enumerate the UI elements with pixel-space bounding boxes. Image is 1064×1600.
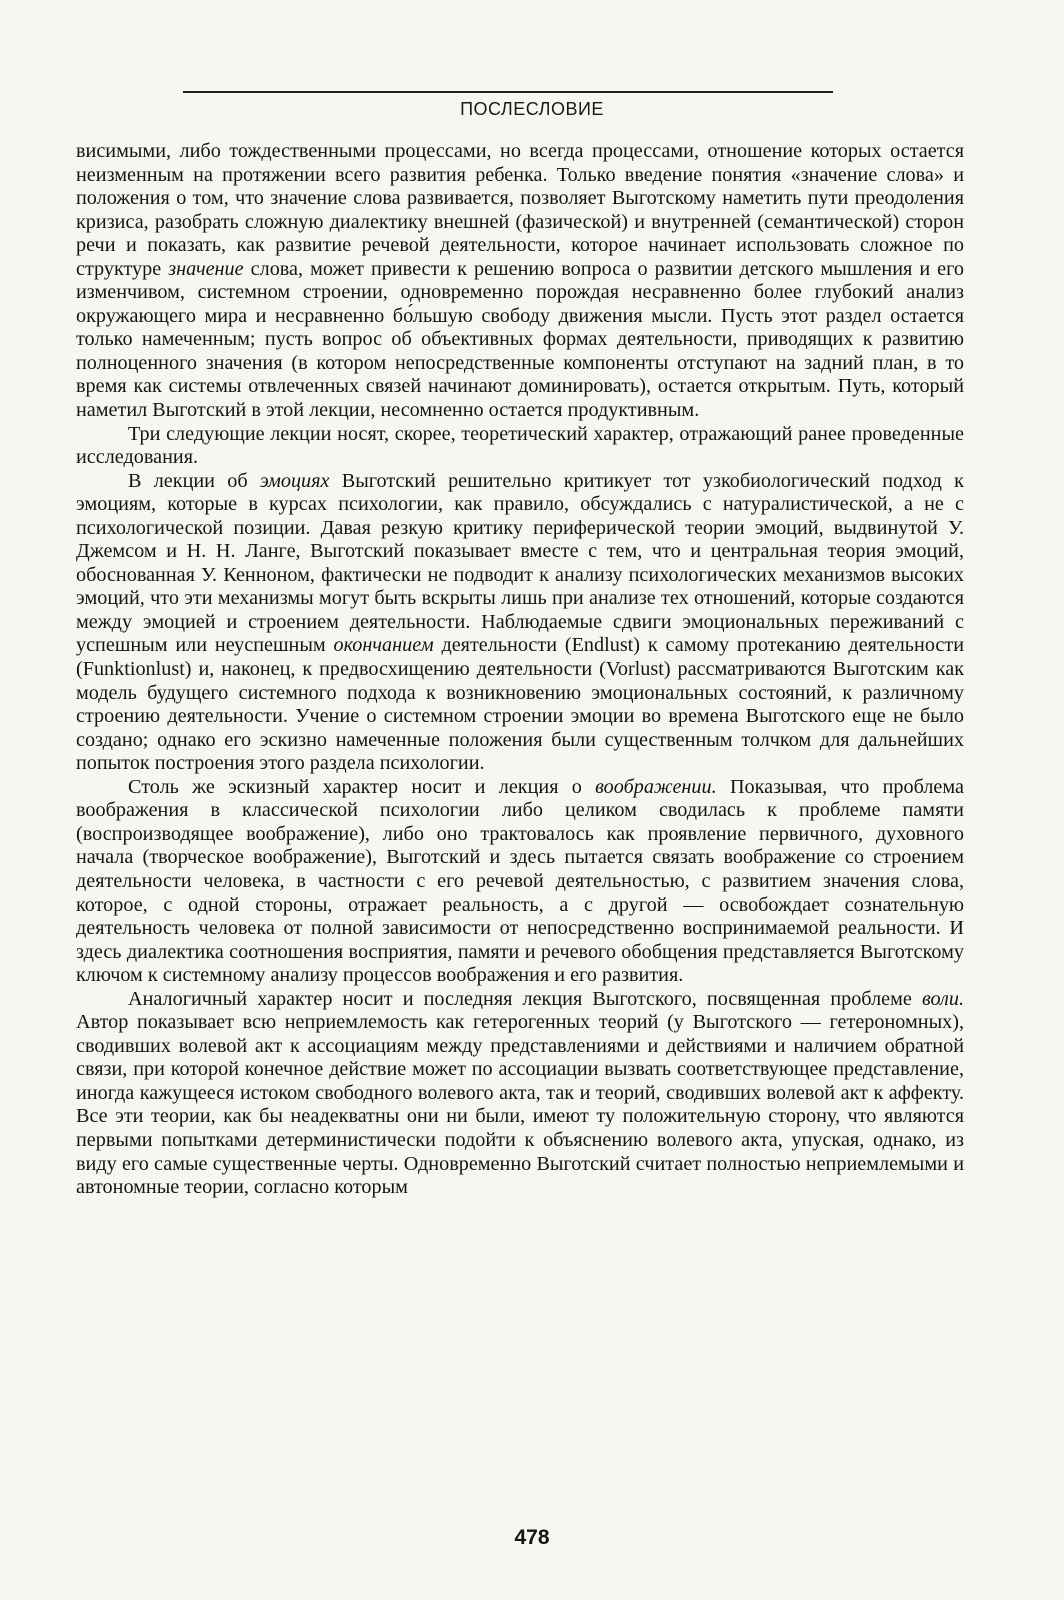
body-text bbox=[76, 140, 964, 1200]
running-head: ПОСЛЕСЛОВИЕ bbox=[460, 99, 604, 119]
header-rule bbox=[183, 91, 833, 93]
paragraph: Аналогичный характер носит и последняя лекция Выготского, посвященная проблеме воли. Автор показывает всю неприемлемость как гетерогенных теорий (у Выготского — гетерономных), сводивших волевой акт к ассоциациям между представлениями и действиями и наличием обратной связи, при которой конечное действие может по ассоциации вызвать соответствующее представление, иногда кажущееся истоком свободного волевого акта, так и теорий, сводивших волевой акт к аффекту. Все эти теории, как бы неадекватны они ни были, имеют ту положительную сторону, что являются первыми попытками детерминистически подойти к объяснению волевого акта, упуская, однако, из виду его самые существенные черты. Одновременно Выготский считает полностью неприемлемыми и автономные теории, согласно которым bbox=[76, 987, 964, 1199]
paragraph: висимыми, либо тождественными процессами, но всегда процессами, отношение которых остается неизменным на протяжении всего развития ребенка. Только введение понятия «значение слова» и положения о том, что значение слова развивается, позволяет Выготскому наметить пути преодоления кризиса, разобрать сложную диалектику внешней (фазической) и внутренней (семантической) сторон речи и показать, как развитие речевой деятельности, которое начинает использовать сложное по структуре значение слова, может привести к решению вопроса о развитии детского мышления и его изменчивом, системном строении, одновременно порождая несравненно более глубокий анализ окружающего мира и несравненно бо́льшую свободу движения мысли. Пусть этот раздел остается только намеченным; пусть вопрос об объективных формах деятельности, приводящих к развитию полноценного значения (в котором непосредственные компоненты отступают на задний план, в то время как системы отвлеченных связей начинают доминировать), остается открытым. Путь, который наметил Выготский в этой лекции, несомненно остается продуктивным. bbox=[76, 140, 964, 422]
paragraph: Столь же эскизный характер носит и лекция о воображении. Показывая, что проблема воображения в классической психологии либо целиком сводилась к проблеме памяти (воспроизводящее воображение), либо оно трактовалось как проявление первичного, духовного начала (творческое воображение), Выготский и здесь пытается связать воображение со строением деятельности человека, в частности с его речевой деятельностью, с развитием значения слова, которое, с одной стороны, отражает реальность, а с другой — освобождает сознательную деятельность человека от полной зависимости от непосредственно воспринимаемой реальности. И здесь диалектика соотношения восприятия, памяти и речевого обобщения представляется Выготскому ключом к системному анализу процессов воображения и его развития. bbox=[76, 775, 964, 987]
paragraph: Три следующие лекции носят, скорее, теоретический характер, отражающий ранее проведенные исследования. bbox=[76, 422, 964, 469]
page-number: 478 bbox=[514, 1526, 550, 1549]
paragraph: В лекции об эмоциях Выготский решительно критикует тот узкобиологический подход к эмоциям, которые в курсах психологии, как правило, обсуждались с натуралистической, а не с психологической позиции. Давая резкую критику периферической теории эмоций, выдвинутой У. Джемсом и Н. Н. Ланге, Выготский показывает вместе с тем, что и центральная теория эмоций, обоснованная У. Кенноном, фактически не подводит к анализу психологических механизмов высоких эмоций, что эти механизмы могут быть вскрыты лишь при анализе тех отношений, которые создаются между эмоцией и строением деятельности. Наблюдаемые сдвиги эмоциональных переживаний с успешным или неуспешным окончанием деятельности (Endlust) к самому протеканию деятельности (Funktionlust) и, наконец, к предвосхищению деятельности (Vorlust) рассматриваются Выготским как модель будущего системного подхода к возникновению эмоциональных состояний, к различному строению деятельности. Учение о системном строении эмоции во времена Выготского еще не было создано; однако его эскизно намеченные положения были существенным толчком для дальнейших попыток построения этого раздела психологии. bbox=[76, 469, 964, 775]
